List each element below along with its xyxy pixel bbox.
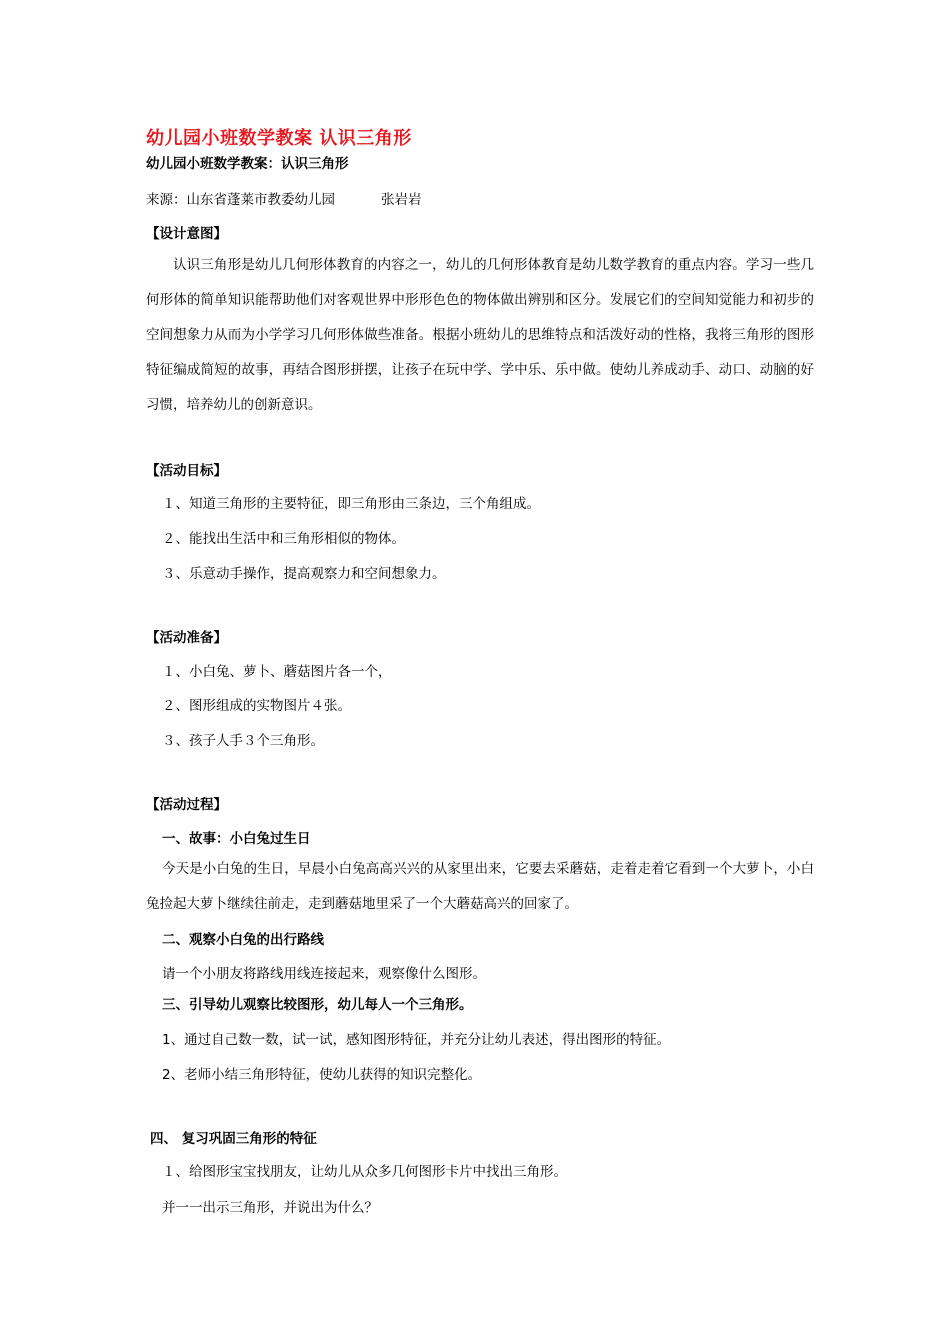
source-label: 来源：山东省蓬莱市教委幼儿园 bbox=[146, 192, 335, 208]
goal-item-2: ２、能找出生活中和三角形相似的物体。 bbox=[162, 531, 405, 547]
preparation-item-2: ２、图形组成的实物图片４张。 bbox=[162, 698, 351, 714]
step-2-heading: 二、观察小白兔的出行路线 bbox=[162, 932, 324, 948]
step-3-item-2: 2、老师小结三角形特征，使幼儿获得的知识完整化。 bbox=[162, 1067, 482, 1083]
design-intent-heading: 【设计意图】 bbox=[146, 226, 227, 242]
step-1-heading: 一、故事：小白兔过生日 bbox=[162, 831, 311, 847]
step-4-heading: 四、 复习巩固三角形的特征 bbox=[150, 1131, 317, 1147]
step-3-item-1: 1、通过自己数一数，试一试，感知图形特征，并充分让幼儿表述，得出图形的特征。 bbox=[162, 1032, 671, 1048]
author-name: 张岩岩 bbox=[381, 192, 422, 208]
process-heading: 【活动过程】 bbox=[146, 797, 227, 813]
document-subtitle: 幼儿园小班数学教案：认识三角形 bbox=[146, 156, 349, 172]
goal-item-3: ３、乐意动手操作，提高观察力和空间想象力。 bbox=[162, 566, 446, 582]
goal-item-1: １、知道三角形的主要特征，即三角形由三条边，三个角组成。 bbox=[162, 496, 540, 512]
design-intent-paragraph: 认识三角形是幼儿几何形体教育的内容之一，幼儿的几何形体教育是幼儿数学教育的重点内容。学习一些几何形体的简单知识能帮助他们对客观世界中形形色色的物体做出辨别和区分。发展它们的空间知觉能力和初步的空间想象力从而为小学学习几何形体做些准备。根据小班幼儿的思维特点和活泼好动的性格，我将三角形的图形特征编成简短的故事，再结合图形拼摆，让孩子在玩中学、学中乐、乐中做。使幼儿养成动手、动口、动脑的好习惯，培养幼儿的创新意识。 bbox=[146, 257, 814, 413]
goals-heading: 【活动目标】 bbox=[146, 463, 227, 479]
step-3-heading: 三、引导幼儿观察比较图形，幼儿每人一个三角形。 bbox=[162, 997, 473, 1013]
step-4-item-2: 并一一出示三角形，并说出为什么？ bbox=[162, 1200, 378, 1216]
step-4-item-1: １、给图形宝宝找朋友，让幼儿从众多几何图形卡片中找出三角形。 bbox=[162, 1164, 567, 1180]
preparation-item-3: ３、孩子人手３个三角形。 bbox=[162, 733, 324, 749]
step-2-paragraph: 请一个小朋友将路线用线连接起来，观察像什么图形。 bbox=[162, 966, 486, 982]
preparation-heading: 【活动准备】 bbox=[146, 630, 227, 646]
source-line bbox=[146, 188, 422, 208]
preparation-item-1: １、小白兔、萝卜、蘑菇图片各一个， bbox=[162, 664, 392, 680]
step-1-paragraph: 今天是小白兔的生日，早晨小白兔高高兴兴的从家里出来，它要去采蘑菇，走着走着它看到一个大萝卜，小白兔捡起大萝卜继续往前走，走到蘑菇地里采了一个大蘑菇高兴的回家了。 bbox=[146, 861, 814, 912]
document-title: 幼儿园小班数学教案 认识三角形 bbox=[146, 128, 412, 149]
